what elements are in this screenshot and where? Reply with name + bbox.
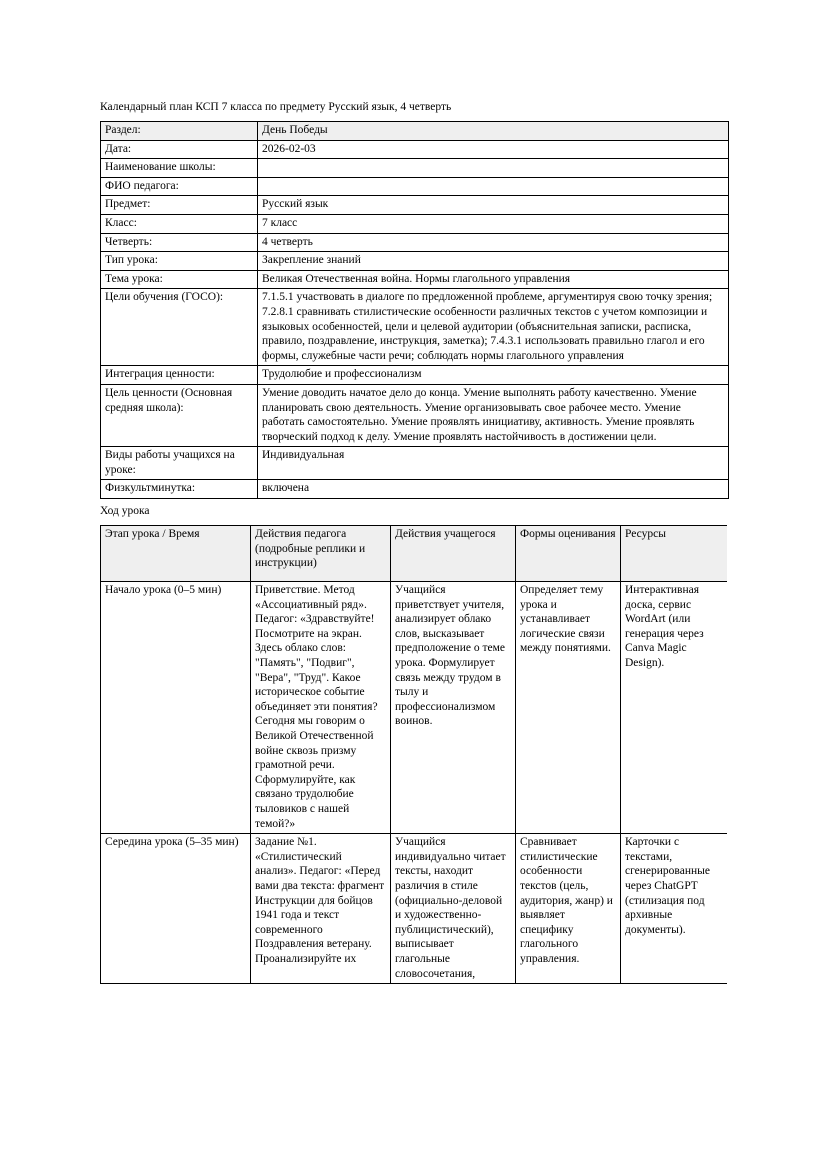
info-row bbox=[101, 447, 729, 480]
info-row-value: Великая Отечественная война. Нормы глагольного управления bbox=[258, 270, 729, 289]
info-row-value: 4 четверть bbox=[258, 233, 729, 252]
lesson-flow-body bbox=[101, 582, 728, 984]
lesson-flow-clip bbox=[100, 525, 727, 984]
lesson-flow-header-row bbox=[101, 526, 728, 582]
student-actions-cell: Учащийся индивидуально читает тексты, находит различия в стиле (официально-деловой и художественно-публицистический), выписывает глагольные словосочетания, bbox=[391, 834, 516, 984]
teacher-actions-cell: Задание №1. «Стилистический анализ». Педагог: «Перед вами два текста: фрагмент Инструкции для бойцов 1941 года и текст современного Поздравления ветерану. Проанализируйте их bbox=[251, 834, 391, 984]
lesson-flow-column-header: Ресурсы bbox=[621, 526, 728, 582]
page-title: Календарный план КСП 7 класса по предмету Русский язык, 4 четверть bbox=[100, 101, 452, 113]
lesson-flow-column-header: Действия педагога (подробные реплики и инструкции) bbox=[251, 526, 391, 582]
info-row-value: Русский язык bbox=[258, 196, 729, 215]
info-row-value: Закрепление знаний bbox=[258, 252, 729, 271]
lesson-flow-head bbox=[101, 526, 728, 582]
student-actions-cell: Учащийся приветствует учителя, анализирует облако слов, высказывает предположение о теме урока. Формулирует связь между трудом в тылу и профессионализмом воинов. bbox=[391, 582, 516, 834]
info-row-value: 2026-02-03 bbox=[258, 140, 729, 159]
info-row-label: ФИО педагога: bbox=[101, 177, 258, 196]
info-row-value: 7 класс bbox=[258, 214, 729, 233]
lesson-flow-column-header: Формы оценивания bbox=[516, 526, 621, 582]
info-row bbox=[101, 252, 729, 271]
info-row bbox=[101, 214, 729, 233]
info-row bbox=[101, 384, 729, 446]
lesson-flow-heading: Ход урока bbox=[100, 505, 150, 518]
info-row-value: 7.1.5.1 участвовать в диалоге по предложенной проблеме, аргументируя свою точку зрения; 7.2.8.1 сравнивать стилистические особенности различных текстов с учетом композиции и языковых особенностей, цели и целевой аудитории (объяснительная записки, расписка, правило, поздравление, инструкция, заметка); 7.4.3.1 использовать правильно глагол и его формы, служебные части речи; соблюдать нормы глагольного управления bbox=[258, 289, 729, 366]
lesson-flow-table bbox=[100, 525, 727, 984]
info-row bbox=[101, 480, 729, 499]
info-row bbox=[101, 177, 729, 196]
info-row-label: Физкультминутка: bbox=[101, 480, 258, 499]
info-row-value: День Победы bbox=[258, 122, 729, 141]
info-row-label: Виды работы учащихся на уроке: bbox=[101, 447, 258, 480]
lesson-flow-column-header: Этап урока / Время bbox=[101, 526, 251, 582]
info-row bbox=[101, 159, 729, 178]
info-row-label: Интеграция ценности: bbox=[101, 366, 258, 385]
info-row-label: Дата: bbox=[101, 140, 258, 159]
info-row-label: Наименование школы: bbox=[101, 159, 258, 178]
info-row-value: включена bbox=[258, 480, 729, 499]
info-row-label: Тема урока: bbox=[101, 270, 258, 289]
lesson-flow-row bbox=[101, 834, 728, 984]
assessment-forms-cell: Сравнивает стилистические особенности текстов (цель, аудитория, жанр) и выявляет специфику глагольного управления. bbox=[516, 834, 621, 984]
info-row-label: Тип урока: bbox=[101, 252, 258, 271]
lesson-flow-row bbox=[101, 582, 728, 834]
lesson-stage-cell: Начало урока (0–5 мин) bbox=[101, 582, 251, 834]
info-row-label: Класс: bbox=[101, 214, 258, 233]
lesson-info-table bbox=[100, 121, 729, 499]
info-row-value: Умение доводить начатое дело до конца. Умение выполнять работу качественно. Умение планировать свою деятельность. Умение организовывать свое рабочее место. Умение работать самостоятельно. Умение проявлять инициативу, активность. Умение проявлять творческий подход к делу. Умение проявлять настойчивость в достижении цели. bbox=[258, 384, 729, 446]
info-row bbox=[101, 233, 729, 252]
info-row-label: Четверть: bbox=[101, 233, 258, 252]
lesson-info-body bbox=[101, 122, 729, 499]
info-row bbox=[101, 140, 729, 159]
info-row-value bbox=[258, 177, 729, 196]
teacher-actions-cell: Приветствие. Метод «Ассоциативный ряд». Педагог: «Здравствуйте! Посмотрите на экран. Здесь облако слов: "Память", "Подвиг", "Вера", "Труд". Какое историческое событие объединяет эти понятия? Сегодня мы говорим о Великой Отечественной войне сквозь призму грамотной речи. Сформулируйте, как связано трудолюбие тыловиков с нашей темой?» bbox=[251, 582, 391, 834]
lesson-stage-cell: Середина урока (5–35 мин) bbox=[101, 834, 251, 984]
info-row-label: Предмет: bbox=[101, 196, 258, 215]
info-row-label: Цель ценности (Основная средняя школа): bbox=[101, 384, 258, 446]
resources-cell: Карточки с текстами, сгенерированные через ChatGPT (стилизация под архивные документы). bbox=[621, 834, 728, 984]
info-row bbox=[101, 289, 729, 366]
info-row bbox=[101, 366, 729, 385]
info-row-label: Цели обучения (ГОСО): bbox=[101, 289, 258, 366]
lesson-flow-column-header: Действия учащегося bbox=[391, 526, 516, 582]
info-row bbox=[101, 196, 729, 215]
assessment-forms-cell: Определяет тему урока и устанавливает логические связи между понятиями. bbox=[516, 582, 621, 834]
info-row-label: Раздел: bbox=[101, 122, 258, 141]
info-row-value: Индивидуальная bbox=[258, 447, 729, 480]
info-row bbox=[101, 122, 729, 141]
info-row-value: Трудолюбие и профессионализм bbox=[258, 366, 729, 385]
info-row bbox=[101, 270, 729, 289]
info-row-value bbox=[258, 159, 729, 178]
resources-cell: Интерактивная доска, сервис WordArt (или генерация через Canva Magic Design). bbox=[621, 582, 728, 834]
